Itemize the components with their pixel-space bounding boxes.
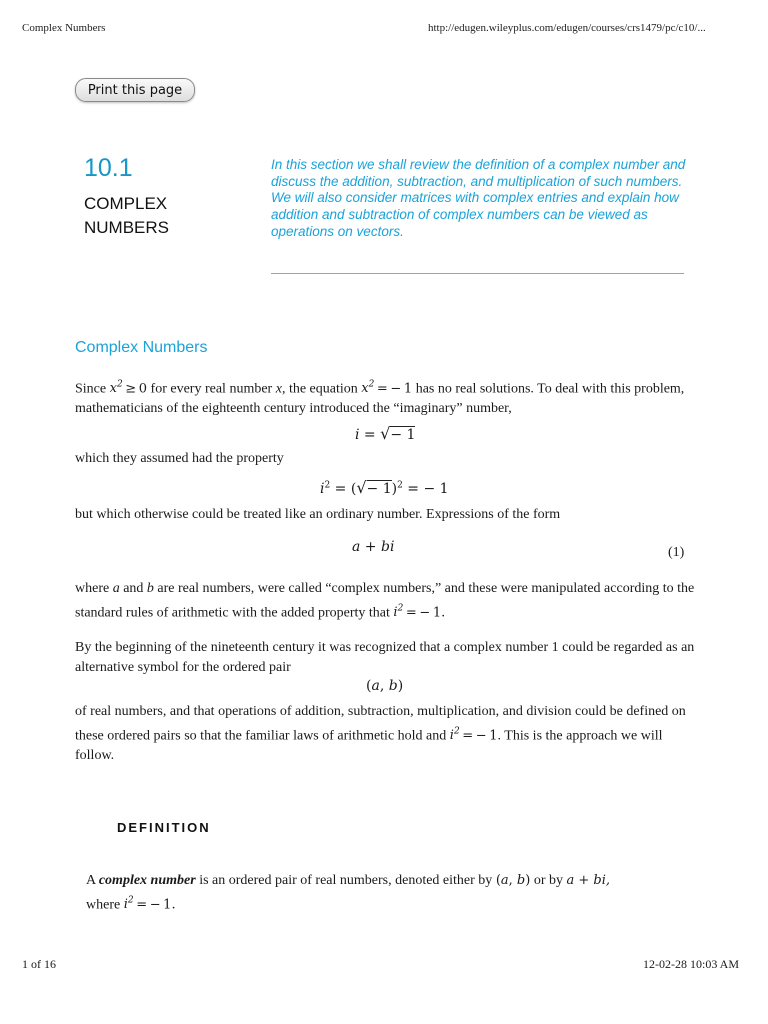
def-text-1: is an ordered pair of real numbers, denoted either by (199, 873, 493, 888)
intro-divider (271, 273, 684, 274)
p4-text-a: where (75, 581, 110, 596)
print-timestamp: 12-02-28 10:03 AM (643, 957, 739, 971)
paragraph-2: which they assumed had the property (75, 451, 284, 466)
definition-body (86, 871, 686, 915)
equation-i-def: i = √− 1 (355, 424, 416, 443)
section-intro: In this section we shall review the definition of a complex number and discuss the addition, subtraction, and multiplication of such numbers. We will also consider matrices with complex entries and explain how addition and subtraction of complex numbers can be viewed as operations on vectors. (271, 157, 686, 239)
def-math-form: a + bi, (566, 873, 611, 888)
def-math-eq-neg1: = − 1. (133, 897, 176, 913)
def-text-where: where (86, 897, 121, 913)
subheading: Complex Numbers (75, 339, 208, 356)
math-eq-neg1-3: = − 1 (459, 728, 498, 744)
print-button[interactable]: Print this page (75, 78, 195, 102)
definition-heading: DEFINITION (117, 820, 211, 835)
p4-var-a: a (112, 581, 120, 596)
equation-ordered-pair: (a, b) (366, 678, 404, 694)
p1-text-d: has no real solutions. To deal with this problem, mathematicians of the eighteenth century introduced the “imaginary” number, (75, 381, 685, 417)
section-number: 10.1 (84, 154, 133, 182)
paragraph-1 (75, 375, 700, 419)
page-count: 1 of 16 (22, 957, 56, 971)
p1-var-x: x (275, 381, 282, 397)
equation-a-plus-bi: a + bi (352, 539, 395, 555)
math-eq-neg1: = − 1 (374, 381, 413, 397)
p4-text-b: are real numbers, were called “complex numbers,” and these were manipulated according to the standard rules of arithmetic with the added property that (75, 581, 695, 621)
paragraph-4 (75, 579, 700, 623)
p1-text-c: , the equation (281, 381, 358, 397)
math-x2-geq-0: $x^2$ (109, 380, 123, 397)
p6-text-a: of real numbers, and that operations of addition, subtraction, multiplication, and division could be defined on these ordered pairs so that the familiar laws of arithmetic hold and (75, 704, 686, 744)
p4-var-b: b (146, 581, 154, 596)
p4-text-and: and (123, 581, 144, 596)
equation-number: (1) (668, 545, 685, 560)
section-title (84, 192, 169, 240)
paragraph-6 (75, 702, 700, 766)
p1-text-b: for every real number (150, 381, 273, 397)
p6-text-b: . This is the approach we will follow. (75, 728, 663, 764)
p1-text-a: Since (75, 381, 107, 397)
def-math-i2: $i^2$ (123, 896, 134, 913)
def-math-pair: (a, b) (495, 873, 531, 888)
def-term: complex number (98, 873, 196, 888)
math-i2-eq-neg1: $i^2$ (393, 604, 404, 621)
def-text-or-by: or by (533, 873, 563, 888)
math-x2-eq-neg1: $x^2$ (361, 380, 375, 397)
math-eq-neg1-2: = − 1. (403, 605, 446, 621)
equation-i-squared: $i^2$ = (√− 1)$^2$ = − 1 (320, 478, 449, 497)
paragraph-5: By the beginning of the nineteenth century it was recognized that a complex number 1 could be regarded as an alternative symbol for the ordered pair (75, 640, 695, 675)
def-text-a: A (86, 873, 96, 888)
paragraph-3: but which otherwise could be treated like an ordinary number. Expressions of the form (75, 507, 561, 522)
math-i2-eq-neg1-b: $i^2$ (449, 727, 460, 744)
math-geq-0: ≥ 0 (122, 381, 148, 397)
page-title-header: Complex Numbers (22, 22, 106, 34)
section-title-line2: NUMBERS (84, 218, 170, 237)
section-title-line1: COMPLEX (84, 194, 168, 213)
page-url: http://edugen.wileyplus.com/edugen/courses/crs1479/pc/c10/... (428, 22, 706, 34)
